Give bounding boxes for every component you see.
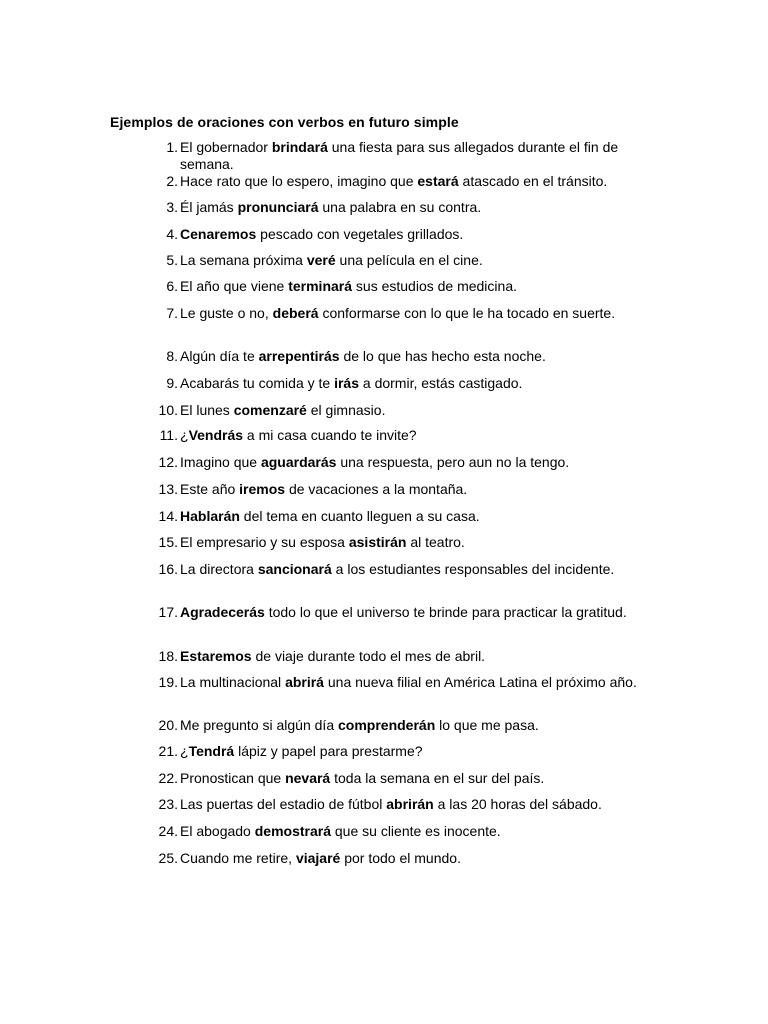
list-item-text [180, 278, 660, 295]
list-item-text [180, 648, 660, 665]
future-verb: demostrará [254, 823, 331, 839]
future-verb: estará [417, 173, 459, 189]
future-verb: abrirá [285, 674, 324, 690]
list-item-text [180, 604, 660, 621]
document-title: Ejemplos de oraciones con verbos en futuro simple [110, 114, 459, 130]
list-item-text [180, 796, 660, 813]
sentence-fragment: ¿ [180, 743, 189, 759]
sentence-fragment: ¿ [180, 427, 189, 443]
sentence-fragment: una nueva filial en América Latina el próximo año. [323, 674, 637, 690]
sentence-fragment: a los estudiantes responsables del incidente. [331, 561, 615, 577]
list-item-number: 6. [166, 278, 178, 294]
sentence-fragment: a las 20 horas del sábado. [433, 796, 602, 812]
future-verb: comenzaré [233, 402, 307, 418]
sentence-fragment: El lunes [180, 402, 234, 418]
future-verb: Estaremos [180, 648, 252, 664]
sentence-fragment: una respuesta, pero aun no la tengo. [336, 454, 570, 470]
sentence-fragment: lo que me pasa. [435, 717, 539, 733]
list-item-number: 20. [158, 717, 178, 733]
list-item-number: 17. [158, 604, 178, 620]
list-item-text [180, 252, 660, 269]
list-item-text [180, 561, 660, 578]
list-item-text [180, 717, 660, 734]
future-verb: terminará [288, 278, 353, 294]
sentence-fragment: pescado con vegetales grillados. [256, 226, 464, 242]
future-verb: arrepentirás [258, 348, 340, 364]
list-item-text [180, 743, 660, 760]
list-item-number: 19. [158, 674, 178, 690]
sentence-fragment: La multinacional [180, 674, 286, 690]
sentence-fragment: que su cliente es inocente. [331, 823, 501, 839]
list-item-number: 13. [158, 481, 178, 497]
future-verb: iremos [239, 481, 286, 497]
list-item-number: 1. [166, 139, 178, 155]
sentence-fragment: La directora [180, 561, 258, 577]
sentence-fragment: una palabra en su contra. [318, 199, 482, 215]
sentence-fragment: de viaje durante todo el mes de abril. [251, 648, 486, 664]
sentence-fragment: Cuando me retire, [180, 850, 296, 866]
sentence-fragment: Imagino que [180, 454, 261, 470]
sentence-fragment: Pronostican que [180, 770, 286, 786]
future-verb: Agradecerás [180, 604, 265, 620]
list-item-number: 22. [158, 770, 178, 786]
list-item-text [180, 427, 660, 444]
list-item-number: 4. [166, 226, 178, 242]
list-item-number: 11. [159, 427, 178, 443]
sentence-fragment: El abogado [180, 823, 255, 839]
list-item-text [180, 770, 660, 787]
sentence-fragment: del tema en cuanto lleguen a su casa. [239, 508, 480, 524]
list-item-number: 14. [158, 508, 178, 524]
list-item-text [180, 305, 660, 322]
future-verb: veré [306, 252, 336, 268]
list-item-text [180, 348, 660, 365]
sentence-fragment: Este año [180, 481, 240, 497]
future-verb: brindará [271, 139, 328, 155]
sentence-fragment: por todo el mundo. [340, 850, 461, 866]
sentence-fragment: El gobernador [180, 139, 272, 155]
list-item-text [180, 375, 660, 392]
list-item-number: 3. [166, 199, 178, 215]
list-item-number: 16. [158, 561, 178, 577]
sentence-fragment: Me pregunto si algún día [180, 717, 338, 733]
sentence-fragment: una película en el cine. [335, 252, 483, 268]
sentence-fragment: conformarse con lo que le ha tocado en suerte. [318, 305, 616, 321]
list-item-text [180, 454, 660, 471]
future-verb: sancionará [257, 561, 332, 577]
future-verb: comprenderán [338, 717, 436, 733]
future-verb: pronunciará [237, 199, 319, 215]
sentence-fragment: de lo que has hecho esta noche. [339, 348, 546, 364]
future-verb: asistirán [348, 534, 407, 550]
sentence-fragment: de vacaciones a la montaña. [285, 481, 468, 497]
list-item-text [180, 481, 660, 498]
list-item-number: 7. [166, 305, 178, 321]
sentence-fragment: Algún día te [180, 348, 259, 364]
sentence-fragment: al teatro. [406, 534, 465, 550]
list-item-text [180, 674, 660, 691]
list-item-number: 25. [158, 850, 178, 866]
future-verb: deberá [272, 305, 319, 321]
future-verb: viajaré [295, 850, 341, 866]
list-item-text [180, 850, 660, 867]
future-verb: nevará [285, 770, 331, 786]
future-verb: aguardarás [260, 454, 337, 470]
list-item-text [180, 402, 660, 419]
sentence-fragment: toda la semana en el sur del país. [330, 770, 545, 786]
sentence-fragment: el gimnasio. [306, 402, 386, 418]
sentence-fragment: a dormir, estás castigado. [359, 375, 523, 391]
list-item-text [180, 823, 660, 840]
sentence-fragment: a mi casa cuando te invite? [243, 427, 417, 443]
list-item-text [180, 199, 660, 216]
list-item-number: 8. [166, 348, 178, 364]
sentence-fragment: lápiz y papel para prestarme? [234, 743, 423, 759]
sentence-fragment: Acabarás tu comida y te [180, 375, 335, 391]
list-item-text [180, 508, 660, 525]
list-item-text [180, 226, 660, 243]
list-item-number: 5. [166, 252, 178, 268]
sentence-fragment: Le guste o no, [180, 305, 273, 321]
future-verb: Hablarán [180, 508, 240, 524]
list-item-number: 21. [158, 743, 178, 759]
list-item-number: 15. [158, 534, 178, 550]
future-verb: Cenaremos [180, 226, 257, 242]
list-item-text [180, 534, 660, 551]
list-item-number: 2. [166, 173, 178, 189]
future-verb: irás [334, 375, 359, 391]
sentence-fragment: una fiesta para sus allegados durante el fin de semana. [180, 139, 619, 172]
future-verb: Tendrá [188, 743, 235, 759]
sentence-fragment: El año que viene [180, 278, 289, 294]
sentence-fragment: La semana próxima [180, 252, 307, 268]
sentence-fragment: Hace rato que lo espero, imagino que [180, 173, 418, 189]
future-verb: abrirán [386, 796, 434, 812]
sentence-fragment: sus estudios de medicina. [352, 278, 517, 294]
sentence-fragment: todo lo que el universo te brinde para practicar la gratitud. [264, 604, 627, 620]
list-item-text [180, 173, 660, 190]
list-item-number: 18. [158, 648, 178, 664]
list-item-number: 10. [158, 402, 178, 418]
future-verb: Vendrás [188, 427, 244, 443]
list-item-number: 9. [166, 375, 178, 391]
list-item-number: 23. [158, 796, 178, 812]
sentence-fragment: Él jamás [180, 199, 238, 215]
list-item-number: 24. [158, 823, 178, 839]
sentence-fragment: El empresario y su esposa [180, 534, 349, 550]
list-item-text [180, 139, 660, 172]
sentence-fragment: atascado en el tránsito. [458, 173, 608, 189]
list-item-number: 12. [158, 454, 178, 470]
sentence-fragment: Las puertas del estadio de fútbol [180, 796, 387, 812]
